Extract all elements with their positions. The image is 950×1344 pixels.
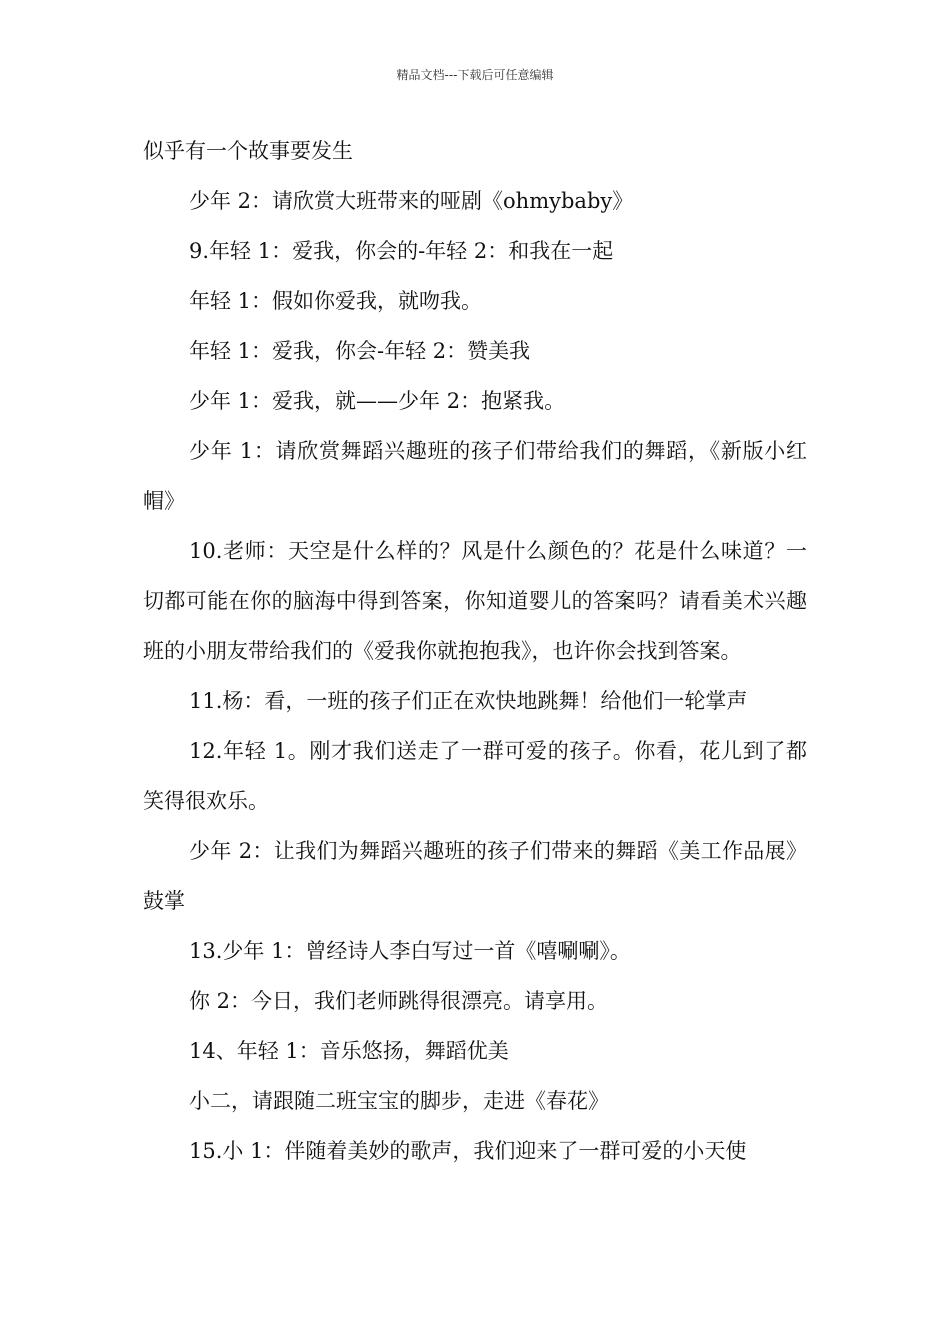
paragraph-1: 似乎有一个故事要发生 [143, 139, 353, 163]
paragraph-14: 14、年轻 1：音乐悠扬，舞蹈优美 [189, 1039, 509, 1063]
paragraph-2: 少年 2：请欣赏大班带来的哑剧《ohmybaby》 [189, 189, 634, 213]
paragraph-11: 少年 2：让我们为舞蹈兴趣班的孩子们带来的舞蹈《美工作品展》鼓掌 [143, 839, 807, 913]
paragraph-16: 15.小 1：伴随着美妙的歌声，我们迎来了一群可爱的小天使 [189, 1139, 747, 1163]
paragraph-4: 年轻 1：假如你爱我，就吻我。 [189, 289, 483, 313]
paragraph-10: 12.年轻 1。刚才我们送走了一群可爱的孩子。你看，花儿到了都笑得很欢乐。 [143, 739, 807, 813]
document-body [143, 126, 807, 1176]
paragraph-12: 13.少年 1：曾经诗人李白写过一首《嘻唰唰》。 [189, 939, 631, 963]
page-header: 精品文档---下载后可任意编辑 [396, 68, 554, 82]
paragraph-7: 少年 1：请欣赏舞蹈兴趣班的孩子们带给我们的舞蹈，《新版小红帽》 [143, 439, 807, 513]
paragraph-5: 年轻 1：爱我，你会-年轻 2：赞美我 [189, 339, 531, 363]
paragraph-13: 你 2：今日，我们老师跳得很漂亮。请享用。 [189, 989, 609, 1013]
paragraph-15: 小二，请跟随二班宝宝的脚步，走进《春花》 [189, 1089, 609, 1113]
paragraph-6: 少年 1：爱我，就——少年 2：抱紧我。 [189, 389, 566, 413]
paragraph-9: 11.杨：看，一班的孩子们正在欢快地跳舞！给他们一轮掌声 [189, 689, 748, 713]
paragraph-8: 10.老师：天空是什么样的？风是什么颜色的？花是什么味道？一切都可能在你的脑海中得到答案，你知道婴儿的答案吗？请看美术兴趣班的小朋友带给我们的《爱我你就抱抱我》，也许你会找到答案。 [143, 539, 807, 663]
paragraph-3: 9.年轻 1：爱我，你会的-年轻 2：和我在一起 [189, 239, 614, 263]
